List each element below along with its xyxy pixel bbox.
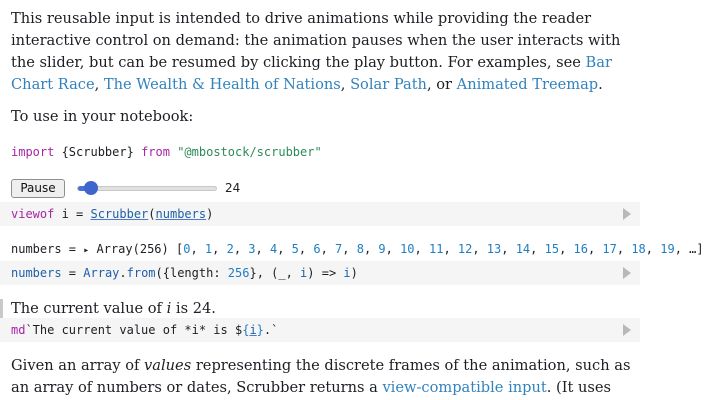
closing-paragraph: Given an array of values representing the discrete frames of the animation, such as an array of numbers or dates, Scrubber returns a view-compatible input. (It uses <box>11 357 631 396</box>
array-item: 5 <box>291 242 299 256</box>
link-view-compatible-input[interactable]: view-compatible input <box>382 379 547 396</box>
link-wealth-health[interactable]: The Wealth & Health of Nations <box>103 76 341 93</box>
run-icon[interactable] <box>623 267 631 279</box>
markdown-output <box>0 298 640 320</box>
array-item: 11 <box>428 242 444 256</box>
expand-triangle-icon[interactable]: ▸ <box>83 245 90 256</box>
array-item: 18 <box>631 242 646 256</box>
code-cell-numbers[interactable]: numbers = Array.from({length: 256}, (_, i) => i) <box>0 261 640 285</box>
numbers-output: numbers = ▸ Array(256) [0, 1, 2, 3, 4, 5, 6, 7, 8, 9, 10, 11, 12, 13, 14, 15, 16, 17, 18, 19, …] <box>11 242 704 256</box>
array-item: 16 <box>573 242 588 256</box>
link-animated-treemap[interactable]: Animated Treemap <box>456 76 599 93</box>
array-item: 6 <box>313 242 321 256</box>
array-item: 0 <box>183 242 191 256</box>
import-code: import {Scrubber} from "@mbostock/scrubber" <box>11 145 322 159</box>
code-cell-markdown[interactable]: md`The current value of *i* is ${i}.` <box>0 318 640 342</box>
pause-button[interactable]: Pause <box>11 179 65 198</box>
array-item: 13 <box>486 242 502 256</box>
array-item: 9 <box>378 242 386 256</box>
array-item: 19 <box>660 242 675 256</box>
array-item: 2 <box>226 242 234 256</box>
slider-value: 24 <box>225 181 241 195</box>
array-item: 1 <box>204 242 213 256</box>
link-bar-chart-race[interactable]: Bar Chart Race <box>11 54 612 93</box>
slider-thumb[interactable] <box>84 181 98 195</box>
run-icon[interactable] <box>623 324 631 336</box>
array-item: 12 <box>457 242 473 256</box>
intro-text: This reusable input is intended to drive animations while providing the reader interactive control on demand: the animation pauses when the user interacts with the slider, but can be resumed by clicking the play button. For examples, see <box>11 10 621 71</box>
array-item: 8 <box>356 242 364 256</box>
intro-paragraph: This reusable input is intended to drive animations while providing the reader interactive control on demand: the animation pauses when the user interacts with the slider, but can be resumed by clicking the play button. For examples, see Bar Chart Race, The Wealth & Health of Nations, Solar Path, or Animated Treemap. <box>11 10 621 93</box>
code-cell-scrubber[interactable]: viewof i = Scrubber(numbers) <box>0 202 640 226</box>
output-text: The current value of i is 24. <box>11 300 216 317</box>
run-icon[interactable] <box>623 208 631 220</box>
link-solar-path[interactable]: Solar Path <box>350 76 427 93</box>
array-item: 15 <box>544 242 560 256</box>
array-item: 3 <box>248 242 256 256</box>
frame-slider[interactable] <box>77 186 217 191</box>
output-indicator-bar <box>0 299 3 319</box>
scrubber-widget <box>11 178 240 198</box>
array-item: 10 <box>400 242 415 256</box>
usage-heading: To use in your notebook: <box>11 108 194 125</box>
numbers-items: 0, 1, 2, 3, 4, 5, 6, 7, 8, 9, 10, 11, 12, 13, 14, 15, 16, 17, 18, 19 <box>183 242 675 256</box>
array-item: 4 <box>269 242 278 256</box>
array-item: 7 <box>335 242 343 256</box>
array-item: 17 <box>602 242 617 256</box>
array-item: 14 <box>515 242 531 256</box>
